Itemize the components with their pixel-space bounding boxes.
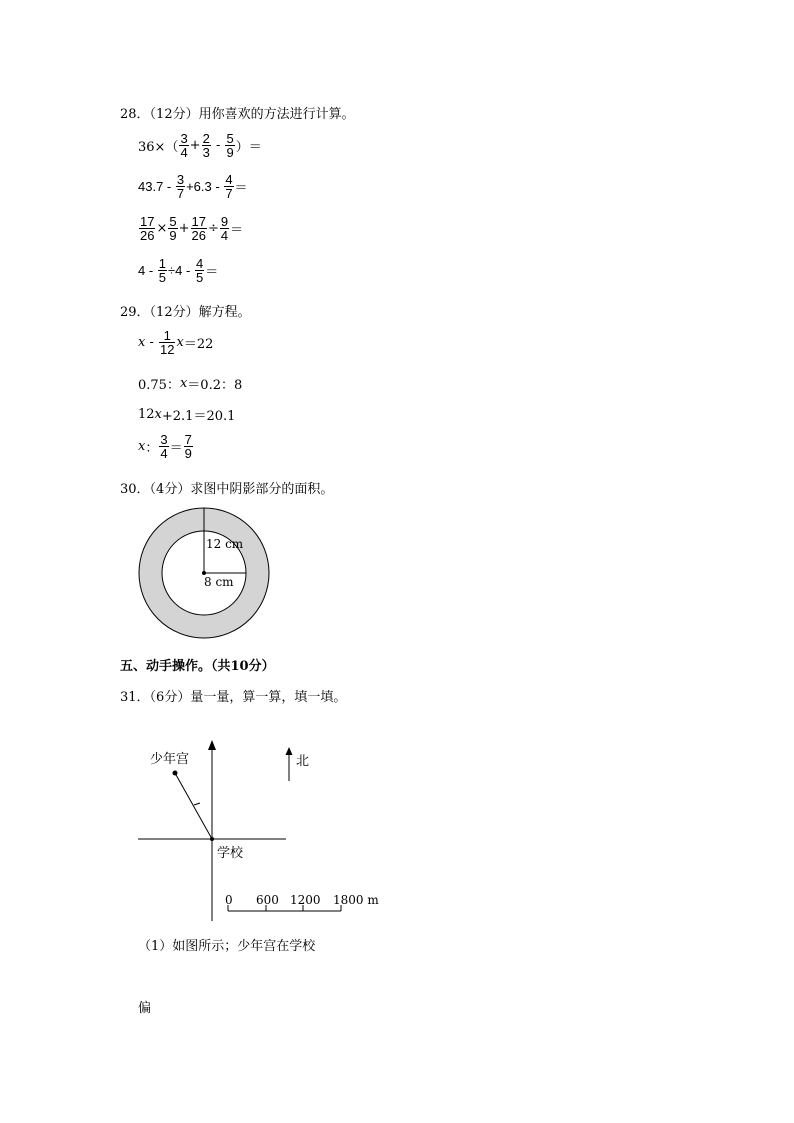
expr-text: ＝ bbox=[230, 223, 244, 238]
operator: + bbox=[178, 221, 190, 236]
expr-text: - bbox=[145, 335, 159, 350]
expr-text: ÷4 - bbox=[168, 263, 194, 278]
q29-equation-3 bbox=[138, 405, 235, 424]
q28-title: 28．（12分）用你喜欢的方法进行计算。 bbox=[120, 107, 355, 122]
fraction: $\frac{1}{12}$ bbox=[160, 328, 175, 357]
section-title: 五、动手操作。（共10分） bbox=[120, 659, 275, 674]
expr-text: ＝ bbox=[205, 265, 219, 280]
operator: × bbox=[156, 221, 168, 236]
school-point bbox=[210, 837, 214, 841]
operator: - bbox=[211, 138, 225, 153]
expr-text: 36×（ bbox=[138, 140, 179, 155]
q30-title: 30．（4分）求图中阴影部分的面积。 bbox=[120, 482, 334, 497]
outer-radius-label: 12 cm bbox=[206, 537, 244, 551]
palace-point bbox=[173, 771, 178, 776]
q29-equation-2 bbox=[138, 374, 242, 393]
expr-text: ）＝ bbox=[235, 140, 262, 155]
fraction: $\frac{4}{7}$ bbox=[225, 172, 233, 201]
fraction: $\frac{1}{5}$ bbox=[158, 256, 167, 285]
scale-label-1200: 1200 bbox=[290, 893, 321, 907]
variable-x: x bbox=[179, 376, 188, 391]
expr-text: 43.7 - bbox=[138, 179, 175, 194]
fraction: $\frac{2}{3}$ bbox=[202, 131, 210, 160]
fraction: $\frac{17}{26}$ bbox=[191, 214, 206, 243]
expr-text: ＝ bbox=[169, 441, 183, 456]
fraction: $\frac{7}{9}$ bbox=[184, 432, 192, 461]
scale-label-0: 0 bbox=[225, 893, 233, 907]
variable-x: x bbox=[138, 335, 146, 350]
school-label: 学校 bbox=[217, 846, 244, 861]
angle-tick bbox=[194, 803, 200, 805]
north-label: 北 bbox=[296, 754, 310, 769]
q29-title: 29．（12分）解方程。 bbox=[120, 305, 251, 320]
q28-expression-2 bbox=[138, 173, 248, 200]
expr-text: 12 bbox=[138, 407, 155, 422]
fraction: $\frac{5}{9}$ bbox=[226, 131, 234, 160]
fraction: $\frac{3}{4}$ bbox=[160, 432, 168, 461]
inner-radius-label: 8 cm bbox=[204, 575, 234, 589]
q29-equation-4 bbox=[138, 433, 194, 460]
palace-label: 少年宫 bbox=[150, 752, 190, 767]
q29-equation-1 bbox=[138, 329, 213, 356]
q31-subquestion-1: （1）如图所示；少年宫在学校 bbox=[138, 939, 316, 954]
operator: + bbox=[189, 138, 201, 153]
expr-text: 4 - bbox=[138, 263, 157, 278]
fraction: $\frac{3}{7}$ bbox=[176, 172, 185, 201]
expr-text: ： bbox=[145, 441, 159, 456]
scale-label-600: 600 bbox=[256, 893, 279, 907]
scale-label-1800: 1800 m bbox=[333, 893, 379, 907]
fraction: $\frac{17}{26}$ bbox=[140, 214, 155, 243]
ring-diagram bbox=[130, 500, 280, 645]
axis-arrowhead bbox=[208, 740, 216, 750]
q28-expression-3 bbox=[138, 215, 243, 242]
variable-x: x bbox=[154, 407, 162, 422]
expr-text: ＝0.2：8 bbox=[187, 378, 243, 393]
expr-text: ＝ bbox=[234, 181, 248, 196]
q28-expression-1 bbox=[138, 132, 262, 159]
expr-text: +2.1＝20.1 bbox=[161, 409, 236, 424]
q28-expression-4 bbox=[138, 257, 218, 284]
fraction: $\frac{9}{4}$ bbox=[220, 214, 229, 243]
fraction: $\frac{3}{4}$ bbox=[180, 131, 188, 160]
q31-subquestion-1-continued: 偏 bbox=[138, 1001, 152, 1016]
palace-direction-line bbox=[175, 773, 212, 839]
fraction: $\frac{5}{9}$ bbox=[169, 214, 177, 243]
variable-x: x bbox=[176, 335, 184, 350]
q31-title: 31．（6分）量一量，算一算，填一填。 bbox=[120, 690, 347, 705]
expr-text: 0.75： bbox=[138, 378, 180, 393]
north-arrow-icon bbox=[286, 747, 293, 755]
variable-x: x bbox=[138, 439, 146, 454]
fraction: $\frac{4}{5}$ bbox=[195, 256, 204, 285]
direction-map bbox=[130, 738, 390, 928]
operator: ÷ bbox=[207, 221, 219, 236]
expr-text: ＝22 bbox=[183, 337, 214, 352]
expr-text: +6.3 - bbox=[186, 179, 224, 194]
